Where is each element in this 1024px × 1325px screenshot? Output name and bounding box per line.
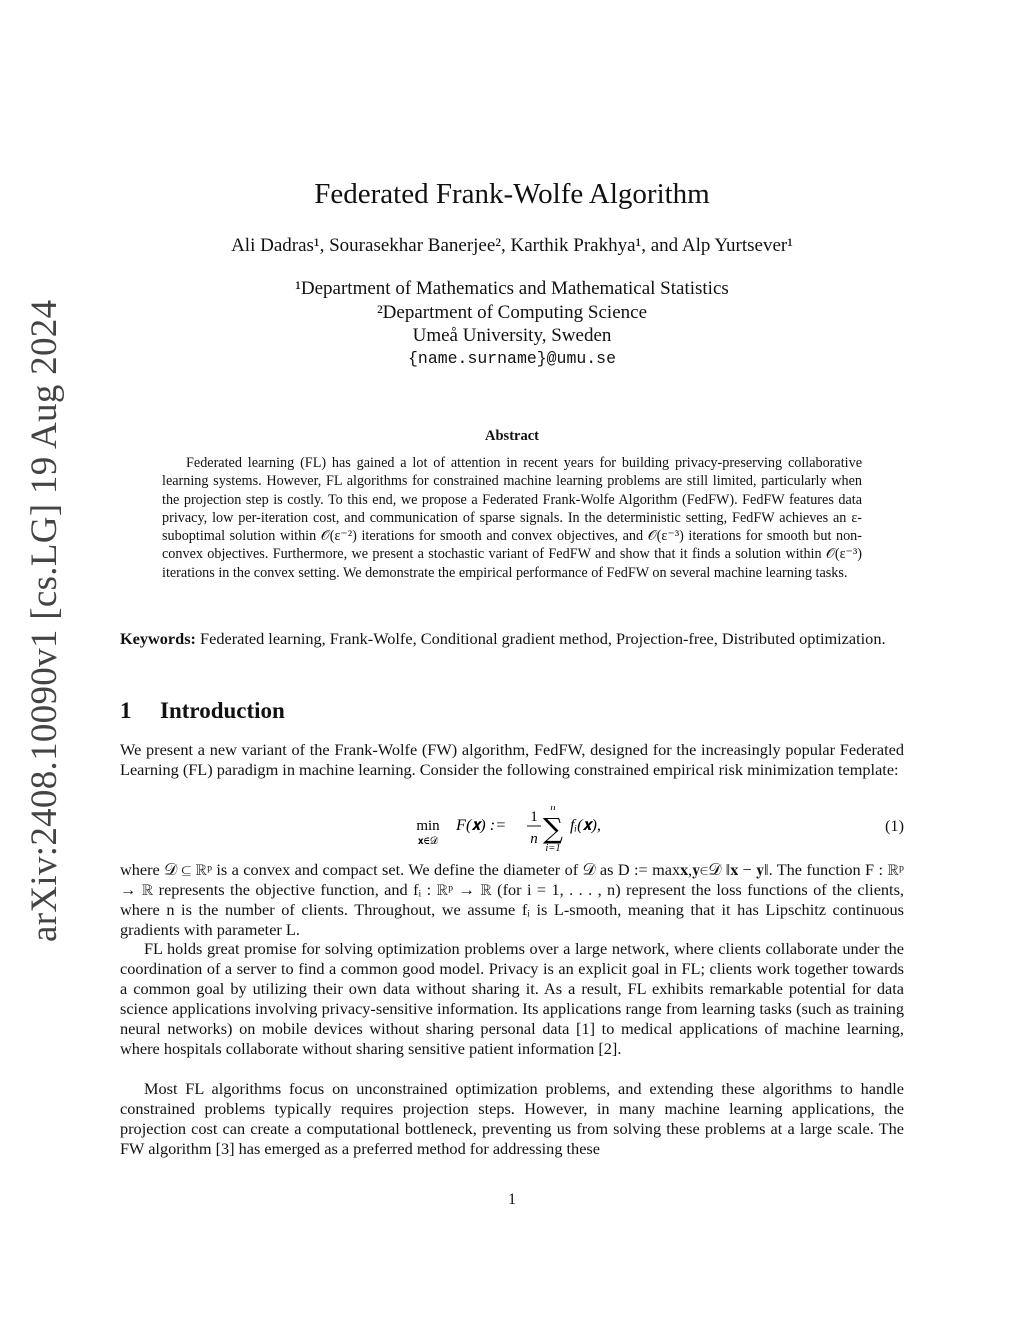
- section-title: Introduction: [160, 698, 285, 723]
- eq-summand: fᵢ(𝐱),: [570, 815, 601, 834]
- paper-title: Federated Frank-Wolfe Algorithm: [314, 178, 710, 210]
- eq-fraction-numerator: 1: [530, 809, 538, 825]
- eq-sum-lower: i=1: [545, 843, 561, 854]
- keywords-label: Keywords:: [120, 629, 196, 648]
- affiliation-university: Umeå University, Sweden: [412, 325, 612, 346]
- affiliation-math: ¹Department of Mathematics and Mathematical Statistics: [295, 278, 729, 299]
- section-number: 1: [120, 698, 132, 723]
- contact-email[interactable]: {name.surname}@umu.se: [408, 349, 616, 368]
- eq-sum-symbol: ∑: [543, 812, 563, 845]
- abstract-body: Federated learning (FL) has gained a lot of attention in recent years for building privacy-preserving collaborative learning systems. However, FL algorithms for constrained machine learning problems are still limited, particularly when the projection step is costly. To this end, we propose a Federated Frank-Wolfe Algorithm (FedFW). FedFW features data privacy, low per-iteration cost, and communication of sparse signals. In the deterministic setting, FedFW achieves an ε-suboptimal solution within 𝒪(ε⁻²) iterations for smooth and convex objectives, and 𝒪(ε⁻³) iterations for smooth but non-convex objectives. Furthermore, we present a stochastic variant of FedFW and show that it finds a solution within 𝒪(ε⁻³) iterations in the convex setting. We demonstrate the empirical performance of FedFW on several machine learning tasks.: [162, 455, 862, 581]
- intro-paragraph-4: Most FL algorithms focus on unconstrained optimization problems, and extending these algorithms to handle constrained problems typically requires projection steps. However, in many machine learning applications, the projection cost can create a computational bottleneck, preventing us from solving these problems at a large scale. The FW algorithm [3] has emerged as a preferred method for addressing these: [120, 1079, 904, 1158]
- keywords-text: Federated learning, Frank-Wolfe, Conditional gradient method, Projection-free, Distributed optimization.: [200, 629, 886, 648]
- section-heading-introduction: [120, 698, 285, 724]
- equation-number: (1): [885, 816, 904, 835]
- intro-paragraph-2: where 𝒟 ⊆ ℝᵖ is a convex and compact set. We define the diameter of 𝒟 as D := max𝐱,𝐲∈𝒟 ‖𝐱 − 𝐲‖. The function F : ℝᵖ → ℝ represents the objective function, and fᵢ : ℝᵖ → ℝ (for i = 1, . . . , n) represent the loss functions of the clients, where n is the number of clients. Throughout, we assume fᵢ is L-smooth, meaning that it has Lipschitz continuous gradients with parameter L.: [120, 860, 904, 939]
- equation-1: [120, 806, 904, 860]
- eq-min-operator: min: [416, 818, 440, 834]
- eq-min-subscript: 𝐱∈𝒟: [417, 836, 439, 847]
- intro-paragraph-3: FL holds great promise for solving optimization problems over a large network, where clients collaborate under the coordination of a server to find a common good model. Privacy is an explicit goal in FL; clients work together towards a common goal by utilizing their own data without sharing it. As a result, FL exhibits remarkable potential for data science applications involving privacy-sensitive information. Its applications range from learning tasks (such as training neural networks) on mobile devices without sharing personal data [1] to medical applications of machine learning, where hospitals collaborate without sharing sensitive patient information [2].: [120, 939, 904, 1058]
- eq-lhs: F(𝐱) :=: [456, 815, 507, 834]
- author-list: Ali Dadras¹, Sourasekhar Banerjee², Karthik Prakhya¹, and Alp Yurtsever¹: [231, 235, 793, 256]
- intro-paragraph-1: We present a new variant of the Frank-Wolfe (FW) algorithm, FedFW, designed for the increasingly popular Federated Learning (FL) paradigm in machine learning. Consider the following constrained empirical risk minimization template:: [120, 740, 904, 779]
- page-number: 1: [508, 1191, 516, 1208]
- equation-formula: [120, 806, 904, 860]
- abstract-heading: Abstract: [485, 428, 539, 444]
- arxiv-identifier-stamp[interactable]: arXiv:2408.10090v1 [cs.LG] 19 Aug 2024: [24, 299, 65, 942]
- eq-sum-upper: n: [550, 806, 556, 813]
- affiliation-computing: ²Department of Computing Science: [376, 302, 648, 323]
- eq-fraction-denominator: n: [530, 831, 538, 847]
- keywords-block: [120, 629, 904, 649]
